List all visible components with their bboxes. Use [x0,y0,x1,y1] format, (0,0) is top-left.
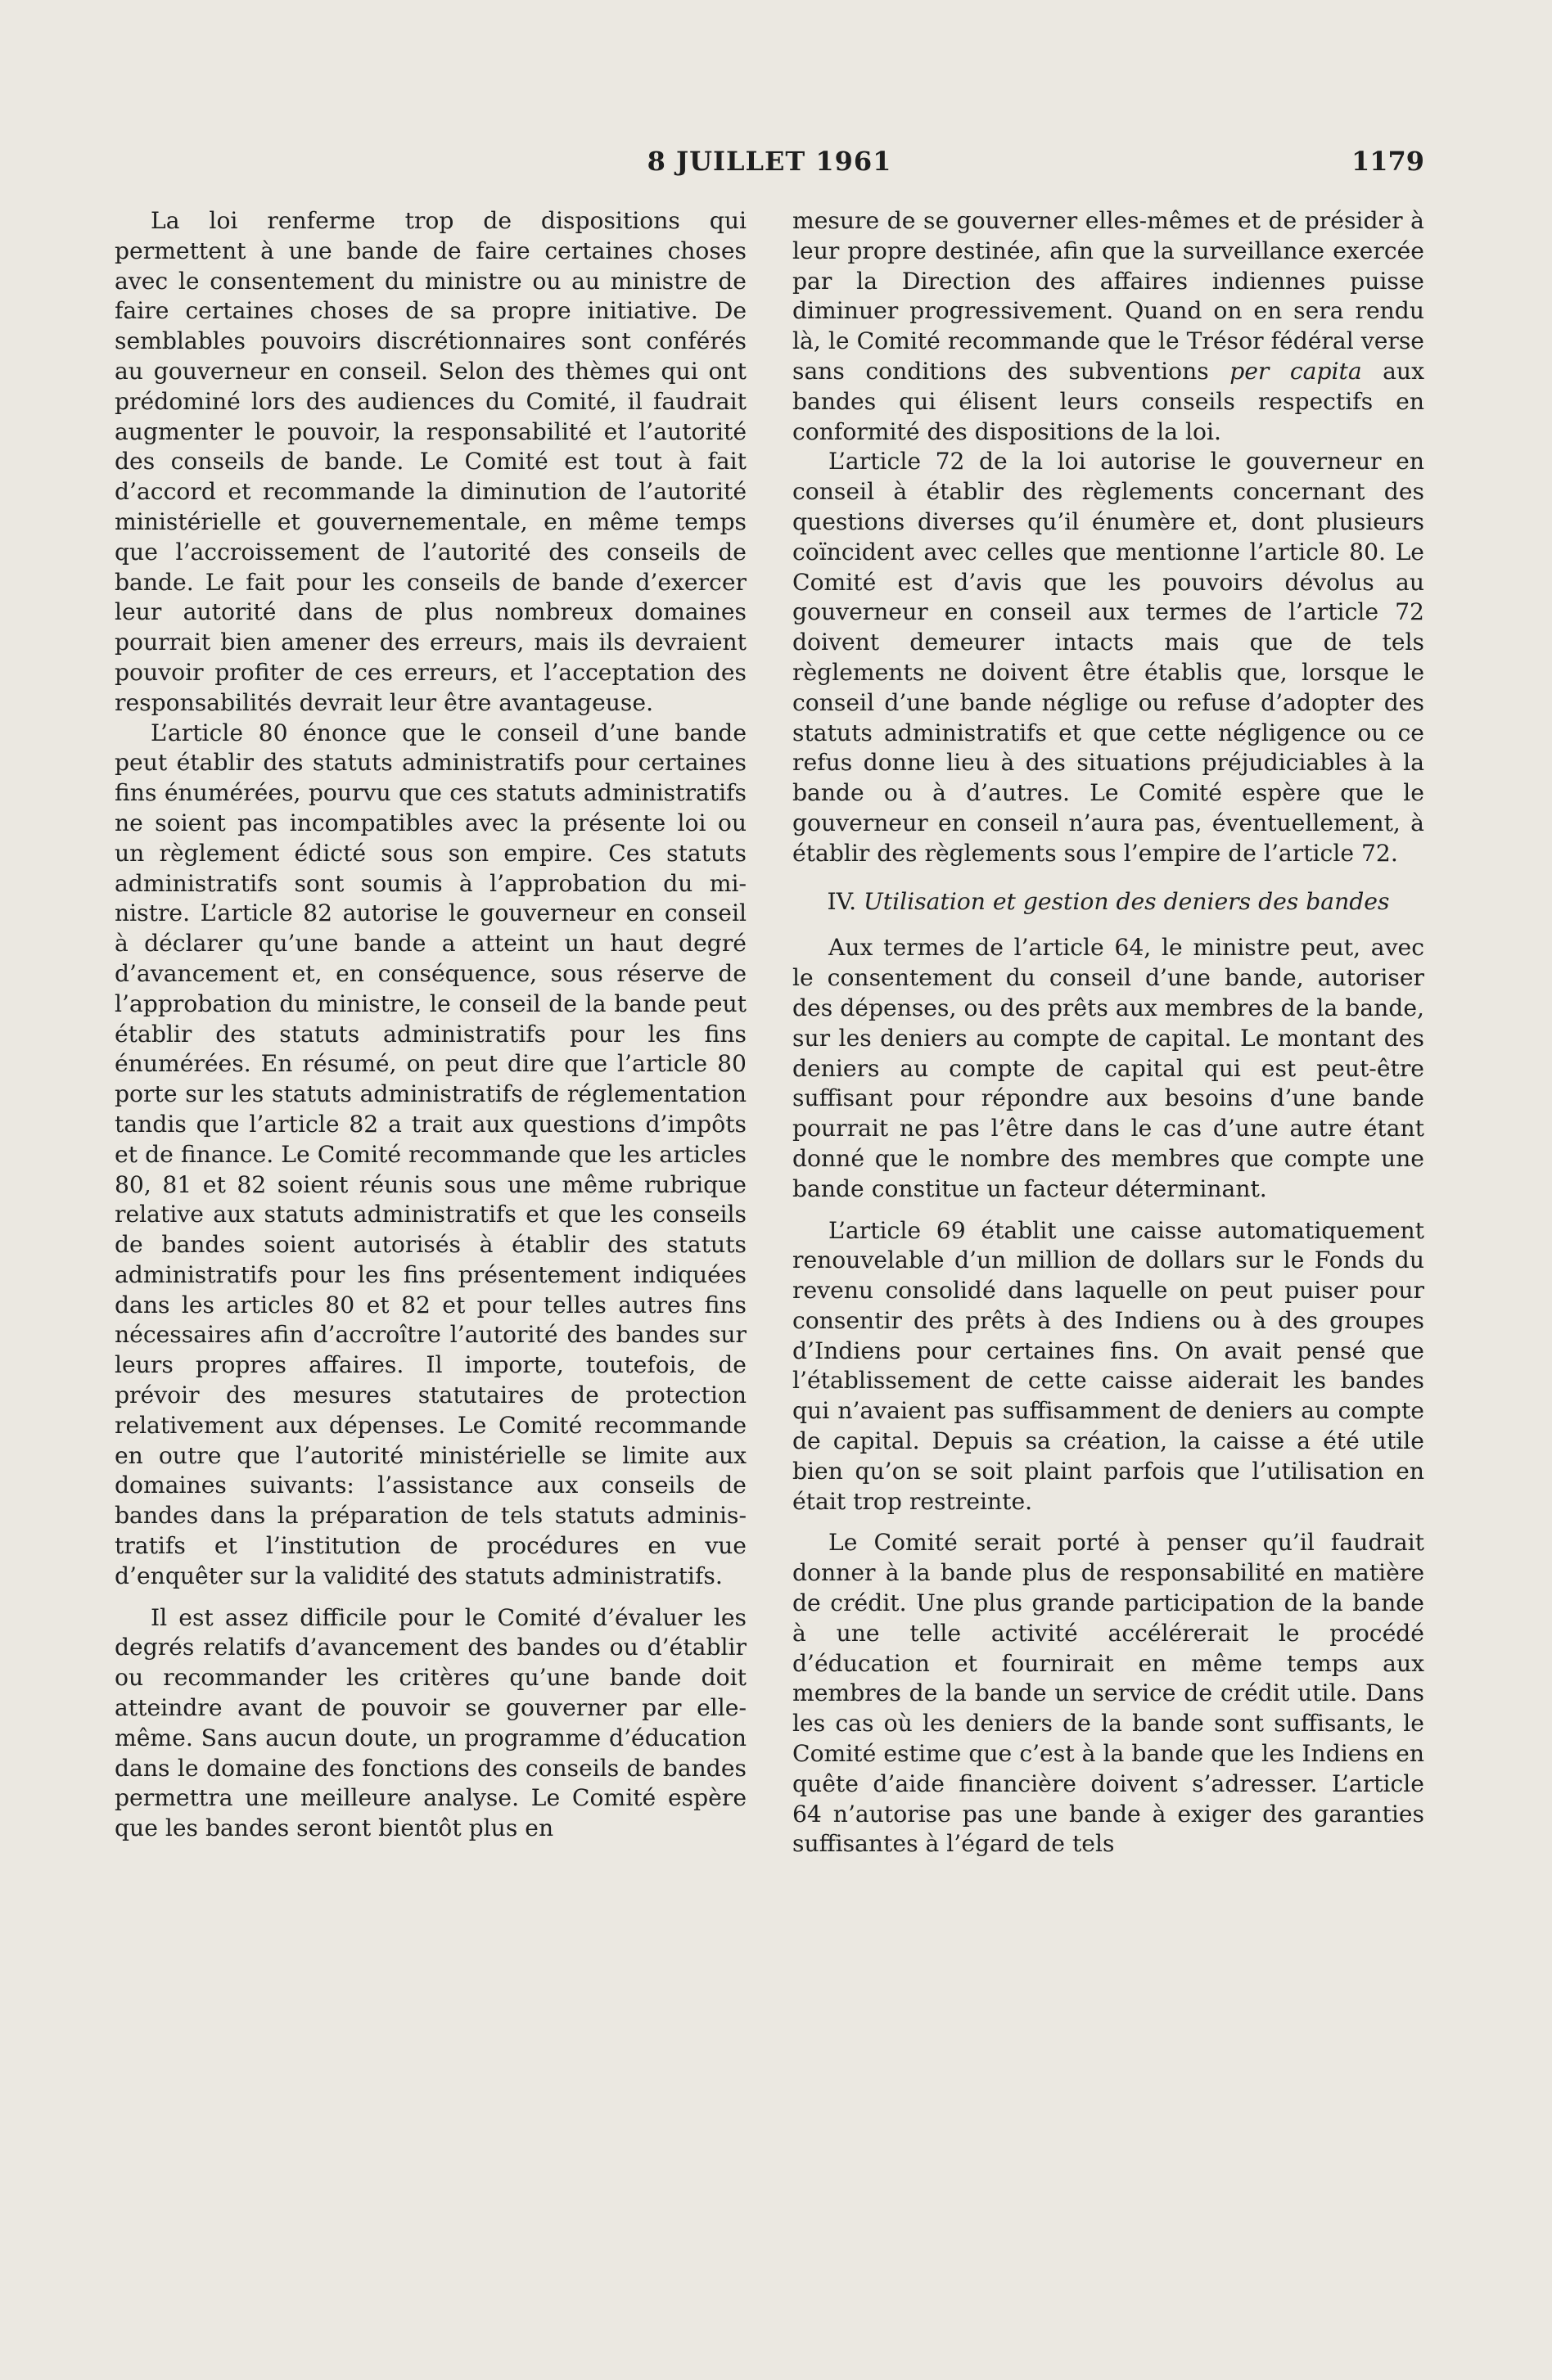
section-heading [792,887,1424,917]
paragraph: Aux termes de l’article 64, le ministre peut, avec le consentement du conseil d’une bande, autoriser des dépenses, ou des prêts aux membres de la bande, sur les deniers au compte de capital. Le montant des deniers au compte de capital qui est peut-être suffisant pour répondre aux besoins d’une bande pourrait ne pas l’être dans le cas d’une autre étant donné que le nombre des membres que compte une bande constitue un facteur déterminant. [792,934,1424,1202]
paragraph: L’article 72 de la loi autorise le gouverneur en conseil à établir des règlements concernant des questions diverses qu’il énumère et, dont plusieurs coïncident avec celles que mentionne l’article 80. Le Comité est d’avis que les pouvoirs dévolus au gouverneur en conseil aux termes de l’article 72 doivent demeurer intacts mais que de tels règlements ne doivent être établis que, lorsque le conseil d’une bande néglige ou refuse d’adopter des statuts administratifs et que cette négligence ou ce refus donne lieu à des situations préjudiciables à la bande ou à d’autres. Le Comité espère que le gouverneur en conseil n’aura pas, éventuellement, à établir des règlements sous l’empire de l’article 72. [792,448,1424,867]
page-header [115,146,1424,187]
left-column [115,206,747,2301]
page-number: 1179 [1351,146,1424,177]
section-number: IV. [827,887,857,915]
paragraph: La loi renferme trop de dispositions qui permettent à une bande de faire certaines choses avec le consentement du ministre ou au ministre de faire certaines choses de sa propre initiative. De semblables pouvoirs discrétionnaires sont conférés au gouverneur en conseil. Selon des thèmes qui ont prédominé lors des audiences du Comité, il faudrait augmenter le pouvoir, la responsabilité et l’autorité des conseils de bande. Le Comité est tout à fait d’accord et recommande la diminution de l’autorité ministérielle et gouvernementale, en même temps que l’accroissement de l’autorité des conseils de bande. Le fait pour les conseils de bande d’exercer leur autorité dans de plus nombreux domaines pourrait bien amener des erreurs, mais ils devraient pouvoir profiter de ces erreurs, et l’acceptation des responsabilités devrait leur être avantageuse. [115,207,747,716]
section-title: Utilisation et gestion des deniers des bandes [864,887,1390,915]
header-date: 8 JUILLET 1961 [647,146,892,177]
paragraph-text: mesure de se gouverner elles-mêmes et de présider à leur propre destinée, afin que la surveillance exercée par la Direction des affaires indiennes puisse diminuer progressivement. Quand on en sera rendu là, le Comité recommande que le Trésor fédéral verse sans conditions des subventions [792,207,1424,385]
paragraph: L’article 80 énonce que le conseil d’une bande peut établir des statuts administratifs pour certaines fins énumérées, pourvu que ces statuts administratifs ne soient pas incompatibles avec la présente loi ou un règlement édicté sous son empire. Ces statuts administratifs sont soumis à l’approbation du ministre. L’article 82 autorise le gouverneur en conseil à déclarer qu’une bande a atteint un haut degré d’avancement et, en conséquence, sous réserve de l’approbation du ministre, le conseil de la bande peut établir des statuts administratifs pour les fins énumérées. En résumé, on peut dire que l’article 80 porte sur les statuts administratifs de réglementation tandis que l’article 82 a trait aux questions d’impôts et de finance. Le Comité recommande que les articles 80, 81 et 82 soient réunis sous une même rubrique relative aux statuts administratifs et que les conseils de bandes soient autorisés à établir des statuts administratifs pour les fins présentement indiquées dans les articles 80 et 82 et pour telles autres fins nécessaires afin d’accroître l’autorité des bandes sur leurs propres affaires. Il importe, toutefois, de prévoir des mesures statutaires de protection relativement aux dépenses. Le Comité recommande en outre que l’autorité ministérielle se limite aux domaines suivants: l’assistance aux conseils de bandes dans la préparation de tels statuts administratifs et l’institution de procédures en vue d’enquêter sur la validité des statuts administratifs. [115,719,747,1589]
paragraph: Le Comité serait porté à penser qu’il faudrait donner à la bande plus de responsabilité en matière de crédit. Une plus grande participation de la bande à une telle activité accélérerait le procédé d’éducation et fournirait en même temps aux membres de la bande un service de crédit utile. Dans les cas où les deniers de la bande sont suffisants, le Comité estime que c’est à la bande que les Indiens en quête d’aide financière doivent s’adresser. L’article 64 n’autorise pas une bande à exiger des garanties suffisantes à l’égard de tels [792,1529,1424,1858]
text-columns [115,206,1424,2301]
italic-term: per capita [1229,357,1362,385]
paragraph-text: aux bandes qui élisent leurs conseils respectifs en conformité des dispositions de la loi. [792,357,1424,445]
paragraph: Il est assez difficile pour le Comité d’évaluer les degrés relatifs d’avancement des bandes ou d’établir ou recommander les critères qu’une bande doit atteindre avant de pouvoir se gouverner par elle-même. Sans aucun doute, un programme d’éducation dans le domaine des fonctions des conseils de bandes permettra une meilleure analyse. Le Comité espère que les bandes seront bientôt plus en [115,1603,747,1842]
paragraph [792,206,1424,447]
right-column [792,206,1424,2301]
paragraph: L’article 69 établit une caisse automatiquement renouvelable d’un million de dollars sur le Fonds du revenu consolidé dans laquelle on peut puiser pour consentir des prêts à des Indiens ou à des groupes d’Indiens pour certaines fins. On avait pensé que l’établissement de cette caisse aiderait les bandes qui n’avaient pas suffisamment de deniers au compte de capital. Depuis sa création, la caisse a été utile bien qu’on se soit plaint parfois que l’utilisation en était trop restreinte. [792,1216,1424,1515]
